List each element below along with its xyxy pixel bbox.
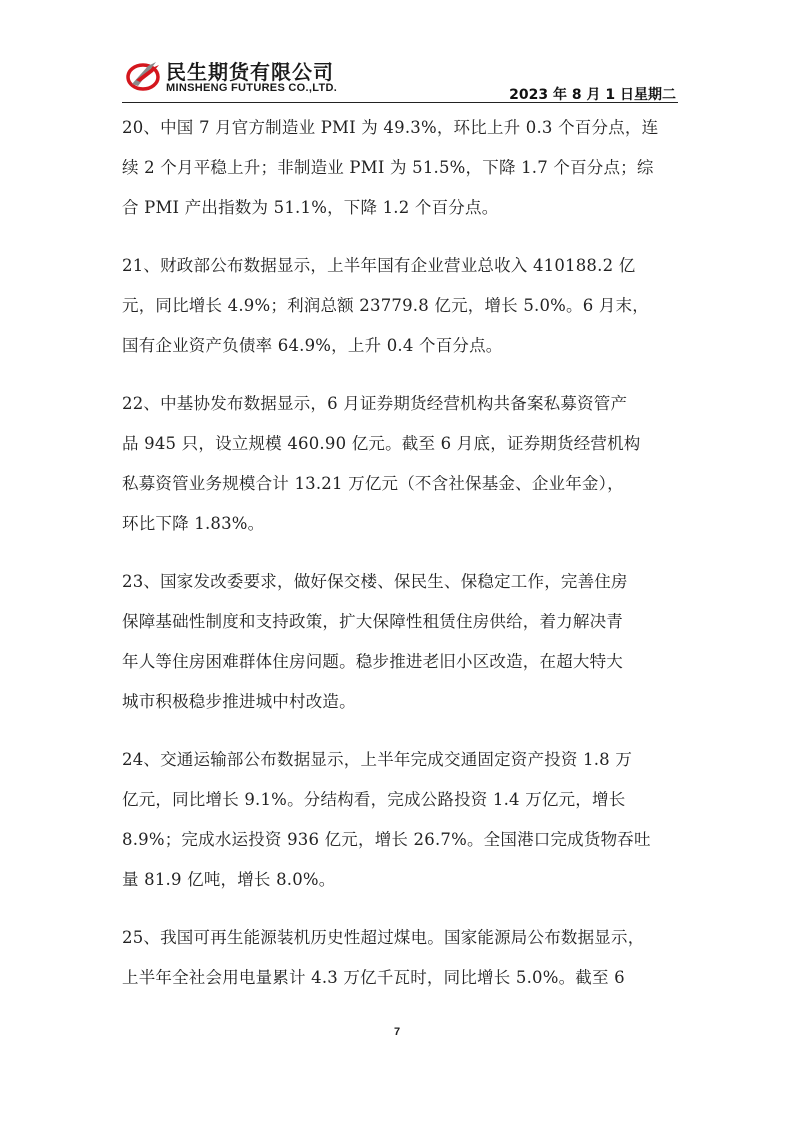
- text-line: 续 2 个月平稳上升；非制造业 PMI 为 51.5%，下降 1.7 个百分点；综: [122, 158, 654, 177]
- news-item-21: [122, 246, 678, 366]
- text-line: 22、中基协发布数据显示，6 月证券期货经营机构共备案私募资管产: [122, 394, 628, 413]
- text-line: 21、财政部公布数据显示，上半年国有企业营业总收入 410188.2 亿: [122, 256, 636, 275]
- page-header: [122, 52, 678, 102]
- news-item-23: [122, 562, 678, 722]
- text-line: 国有企业资产负债率 64.9%，上升 0.4 个百分点。: [122, 336, 503, 355]
- news-item-20: [122, 108, 678, 228]
- text-line: 24、交通运输部公布数据显示，上半年完成交通固定资产投资 1.8 万: [122, 750, 633, 769]
- news-item-22: [122, 384, 678, 544]
- text-line: 保障基础性制度和支持政策，扩大保障性租赁住房供给，着力解决青: [122, 612, 623, 631]
- company-logo-icon: [126, 58, 162, 92]
- text-line: 亿元，同比增长 9.1%。分结构看，完成公路投资 1.4 万亿元，增长: [122, 790, 626, 809]
- news-body: [122, 108, 678, 1016]
- text-line: 私募资管业务规模合计 13.21 万亿元（不含社保基金、企业年金），: [122, 474, 624, 493]
- text-line: 元，同比增长 4.9%；利润总额 23779.8 亿元，增长 5.0%。6 月末，: [122, 296, 649, 315]
- text-line: 品 945 只，设立规模 460.90 亿元。截至 6 月底，证券期货经营机构: [122, 434, 641, 453]
- news-item-25: [122, 918, 678, 998]
- report-date: 2023 年 8 月 1 日星期二: [509, 87, 676, 103]
- text-line: 城市积极稳步推进城中村改造。: [122, 692, 356, 711]
- text-line: 25、我国可再生能源装机历史性超过煤电。国家能源局公布数据显示，: [122, 928, 645, 947]
- text-line: 8.9%；完成水运投资 936 亿元，增长 26.7%。全国港口完成货物吞吐: [122, 830, 651, 849]
- text-line: 上半年全社会用电量累计 4.3 万亿千瓦时，同比增长 5.0%。截至 6: [122, 968, 625, 987]
- text-line: 合 PMI 产出指数为 51.1%，下降 1.2 个百分点。: [122, 198, 499, 217]
- text-line: 23、国家发改委要求，做好保交楼、保民生、保稳定工作，完善住房: [122, 572, 628, 591]
- page-number: 7: [393, 1026, 401, 1038]
- text-line: 环比下降 1.83%。: [122, 514, 265, 533]
- text-line: 20、中国 7 月官方制造业 PMI 为 49.3%，环比上升 0.3 个百分点，连: [122, 118, 659, 137]
- news-item-24: [122, 740, 678, 900]
- company-name-en: MINSHENG FUTURES CO.,LTD.: [166, 82, 338, 94]
- text-line: 年人等住房困难群体住房问题。稳步推进老旧小区改造，在超大特大: [122, 652, 623, 671]
- header-divider: [122, 102, 678, 103]
- company-name-cn: 民生期货有限公司: [166, 60, 334, 84]
- text-line: 量 81.9 亿吨，增长 8.0%。: [122, 870, 336, 889]
